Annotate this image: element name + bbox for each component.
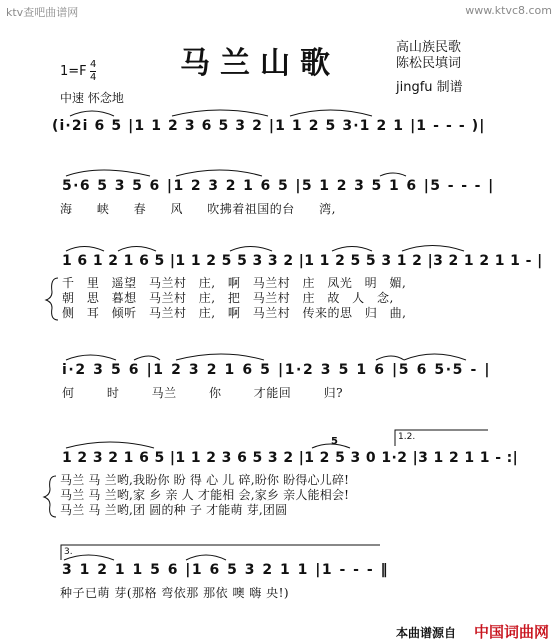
slur [186,555,226,560]
key-signature: 1=F [60,64,87,79]
slur [134,356,160,360]
slur [66,247,104,252]
slur [176,170,262,176]
score-line-5: 1 2 3 2 1 6 5 |1 1 2 3 6 5 3 2 |1 2 5 3 0 1·2 |3 1 2 1 1 - :| [62,450,519,466]
lyric-line-3-verse-2: 朝 思 暮想 马兰村 庄, 把 马兰村 庄 故 人 念, [62,291,394,305]
volta-bracket-1-2 [395,430,488,446]
credit-lyricist: 陈松民填词 [396,56,462,71]
watermark-left: ktv查吧曲谱网 [6,6,79,19]
credit-transcriber: jingfu 制谱 [396,80,463,95]
score-line-3: 1 6 1 2 1 6 5 |1 1 2 5 5 3 3 2 |1 1 2 5 5 3 1 2 |3 2 1 2 1 1 - | [62,253,543,269]
watermark-right: www.ktvc8.com [465,4,552,17]
slur [172,110,268,116]
score-line-6: 3 1 2 1 1 5 6 |1 6 5 3 2 1 1 |1 - - - ‖ [62,562,390,578]
slur [118,247,156,252]
slur [66,442,154,448]
score-line-4: i·2 3 5 6 |1 2 3 2 1 6 5 |1·2 3 5 1 6 |5 6 5·5 - | [62,362,492,378]
slur [312,444,350,448]
lyric-line-5-verse-3: 马兰 马 兰哟,团 圆的种 子 才能萌 芽,团圆 [60,503,288,517]
lyric-line-4: 何 时 马兰 你 才能回 归? [62,386,344,400]
lyric-brace [46,278,58,320]
song-title: 马兰山歌 [180,46,340,81]
slur [290,110,372,116]
lyric-line-3-verse-1: 千 里 遥望 马兰村 庄, 啊 马兰村 庄 凤光 明 媚, [62,276,407,290]
slur [402,246,464,252]
lyric-line-3-verse-3: 侧 耳 倾听 马兰村 庄, 啊 马兰村 传来的思 归 曲, [62,306,407,320]
footer-source-label: 本曲谱源自 [396,626,457,640]
footer-site-name: 中国词曲网 [474,623,550,641]
lyric-line-6: 种子已萌 芽(那格 弯依那 那依 噢 嗨 央!) [60,586,290,600]
lyric-line-5-verse-1: 马兰 马 兰哟,我盼你 盼 得 心 儿 碎,盼你 盼得心儿碎! [60,473,350,487]
slur [70,111,114,116]
slur [404,354,466,360]
slur [64,555,114,560]
tempo-marking: 中速 怀念地 [60,91,124,105]
lyric-brace [44,476,56,517]
slur [332,247,372,252]
lyric-line-5-verse-2: 马兰 马 兰哟,家 乡 亲 人 才能相 会,家乡 亲人能相会! [60,488,350,502]
slur [66,355,116,360]
slur [376,356,404,360]
slur [66,170,150,176]
volta-3: 3. [64,547,73,557]
grace-note: 5 [331,436,338,447]
score-line-2: 5·6 5 3 5 6 |1 2 3 2 1 6 5 |5 1 2 3 5 1 6 |5 - - - | [62,178,495,194]
slur [230,247,272,252]
time-signature-top: 4 [90,59,97,70]
time-signature-bottom: 4 [90,72,97,83]
volta-1-2: 1.2. [398,432,416,442]
slur [176,354,264,360]
slur [380,173,406,176]
score-line-1: (i·2i 6 5 |1 1 2 3 6 5 3 2 |1 1 2 5 3·1 2 1 |1 - - - )| [52,118,486,134]
lyric-line-2: 海 峡 春 风 吹拂着祖国的台 湾, [60,202,336,216]
credit-origin: 高山族民歌 [396,40,462,55]
